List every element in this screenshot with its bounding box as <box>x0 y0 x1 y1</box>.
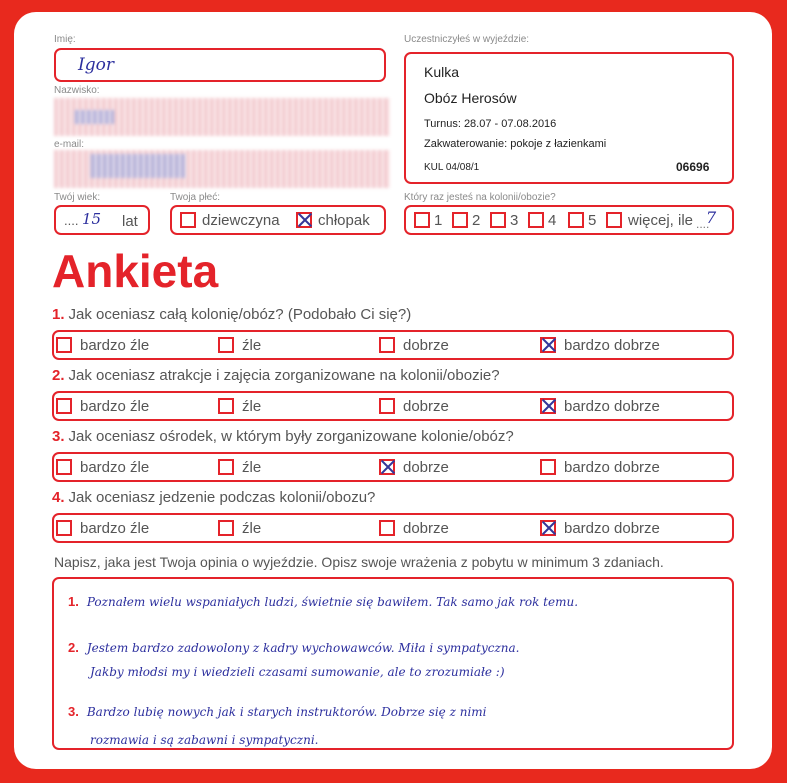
question-3 <box>52 428 514 445</box>
question-text: Jak oceniasz atrakcje i zajęcia zorganizowane na kolonii/obozie? <box>68 367 500 384</box>
opinion-line <box>68 729 318 748</box>
q1-option-1-checkbox[interactable] <box>56 337 72 353</box>
q1-option-3-label: dobrze <box>403 337 449 354</box>
camp-code: KUL 04/08/1 <box>424 162 480 173</box>
opinion-line <box>68 637 519 656</box>
q2-option-2-label: źle <box>242 398 262 415</box>
question-number: 4. <box>52 489 65 506</box>
accommodation: Zakwaterowanie: pokoje z łazienkami <box>424 138 607 150</box>
participant-box <box>404 52 734 184</box>
opinion-line <box>68 661 505 680</box>
q3-option-1-label: bardzo źle <box>80 459 150 476</box>
opinion-box[interactable] <box>52 577 734 750</box>
times-2-label: 2 <box>472 212 481 229</box>
surname-label: Nazwisko: <box>54 85 100 96</box>
opinion-line-number: 2. <box>68 640 79 655</box>
camp-number: 06696 <box>676 160 710 174</box>
times-field <box>404 205 734 235</box>
q3-option-3-checkbox[interactable] <box>379 459 395 475</box>
q4-option-1-checkbox[interactable] <box>56 520 72 536</box>
opinion-line-text: Jestem bardzo zadowolony z kadry wychowawców. Miła i sympatyczna. <box>86 641 520 655</box>
opinion-line-number: 3. <box>68 704 79 719</box>
opinion-prompt: Napisz, jaka jest Twoja opinia o wyjeździe. Opisz swoje wrażenia z pobytu w minimum 3 zdaniach. <box>54 554 664 570</box>
q4-option-4-label: bardzo dobrze <box>564 520 660 537</box>
q1-option-4-checkbox[interactable] <box>540 337 556 353</box>
email-label: e-mail: <box>54 139 85 150</box>
times-2-checkbox[interactable] <box>452 212 468 228</box>
name-field[interactable] <box>54 48 386 82</box>
q4-option-4-checkbox[interactable] <box>540 520 556 536</box>
camp-name: Kulka <box>424 64 460 80</box>
gender-field <box>170 205 386 235</box>
question-2 <box>52 367 500 384</box>
survey-title: Ankieta <box>52 245 219 297</box>
times-3-label: 3 <box>510 212 519 229</box>
gender-female-checkbox[interactable] <box>180 212 196 228</box>
survey-sheet <box>14 12 772 769</box>
opinion-line-text: rozmawia i są zabawni i sympatyczni. <box>90 733 319 747</box>
q3-option-2-label: źle <box>242 459 262 476</box>
question-3-options <box>52 452 734 482</box>
times-5-checkbox[interactable] <box>568 212 584 228</box>
opinion-line <box>68 701 487 720</box>
q4-option-1-label: bardzo źle <box>80 520 150 537</box>
times-value: 7 <box>706 208 717 227</box>
camp-title: Obóz Herosów <box>424 90 517 106</box>
opinion-line-text: Bardzo lubię nowych jak i starych instruktorów. Dobrze się z nimi <box>86 705 487 719</box>
age-dots: .... <box>64 213 79 228</box>
q1-option-4-label: bardzo dobrze <box>564 337 660 354</box>
q4-option-3-checkbox[interactable] <box>379 520 395 536</box>
age-field[interactable] <box>54 205 150 235</box>
q3-option-4-label: bardzo dobrze <box>564 459 660 476</box>
turnus: Turnus: 28.07 - 07.08.2016 <box>424 118 557 130</box>
gender-label: Twoja płeć: <box>170 192 221 203</box>
gender-male-label: chłopak <box>318 212 370 229</box>
times-dots: .... <box>696 217 710 231</box>
opinion-line-text: Jakby młodsi my i wiedzieli czasami sumowanie, ale to zrozumiałe :) <box>90 665 505 679</box>
name-value: Igor <box>78 55 114 75</box>
question-number: 3. <box>52 428 65 445</box>
q3-option-1-checkbox[interactable] <box>56 459 72 475</box>
question-1 <box>52 306 411 323</box>
age-label: Twój wiek: <box>54 192 101 203</box>
question-1-options <box>52 330 734 360</box>
times-5-label: 5 <box>588 212 597 229</box>
q2-option-2-checkbox[interactable] <box>218 398 234 414</box>
q1-option-2-label: źle <box>242 337 262 354</box>
gender-female-label: dziewczyna <box>202 212 280 229</box>
q4-option-2-checkbox[interactable] <box>218 520 234 536</box>
times-1-checkbox[interactable] <box>414 212 430 228</box>
question-text: Jak oceniasz całą kolonię/obóz? (Podobało Ci się?) <box>68 306 412 323</box>
times-label: Który raz jesteś na kolonii/obozie? <box>404 192 556 203</box>
q2-option-4-label: bardzo dobrze <box>564 398 660 415</box>
times-more-checkbox[interactable] <box>606 212 622 228</box>
q1-option-2-checkbox[interactable] <box>218 337 234 353</box>
q3-option-4-checkbox[interactable] <box>540 459 556 475</box>
q3-option-3-label: dobrze <box>403 459 449 476</box>
times-1-label: 1 <box>434 212 443 229</box>
question-text: Jak oceniasz jedzenie podczas kolonii/obozu? <box>68 489 376 506</box>
question-text: Jak oceniasz ośrodek, w którym były zorganizowane kolonie/obóz? <box>68 428 514 445</box>
age-suffix: lat <box>122 213 138 230</box>
participant-label: Uczestniczyłeś w wyjeździe: <box>404 34 530 45</box>
q1-option-1-label: bardzo źle <box>80 337 150 354</box>
q4-option-3-label: dobrze <box>403 520 449 537</box>
question-4 <box>52 489 375 506</box>
q1-option-3-checkbox[interactable] <box>379 337 395 353</box>
q3-option-2-checkbox[interactable] <box>218 459 234 475</box>
times-more-label: więcej, ile <box>628 212 694 229</box>
question-number: 1. <box>52 306 65 323</box>
opinion-line <box>68 591 578 610</box>
q2-option-3-label: dobrze <box>403 398 449 415</box>
opinion-line-number: 1. <box>68 594 79 609</box>
surname-redacted-ink <box>74 110 114 124</box>
q2-option-3-checkbox[interactable] <box>379 398 395 414</box>
times-4-checkbox[interactable] <box>528 212 544 228</box>
q2-option-1-checkbox[interactable] <box>56 398 72 414</box>
email-redacted-ink <box>90 154 186 178</box>
age-value: 15 <box>82 210 102 228</box>
question-2-options <box>52 391 734 421</box>
name-label: Imię: <box>54 34 76 45</box>
q4-option-2-label: źle <box>242 520 262 537</box>
times-3-checkbox[interactable] <box>490 212 506 228</box>
question-4-options <box>52 513 734 543</box>
question-number: 2. <box>52 367 65 384</box>
times-4-label: 4 <box>548 212 557 229</box>
opinion-line-text: Poznałem wielu wspaniałych ludzi, świetnie się bawiłem. Tak samo jak rok temu. <box>86 595 579 609</box>
q2-option-1-label: bardzo źle <box>80 398 150 415</box>
gender-male-checkbox[interactable] <box>296 212 312 228</box>
q2-option-4-checkbox[interactable] <box>540 398 556 414</box>
